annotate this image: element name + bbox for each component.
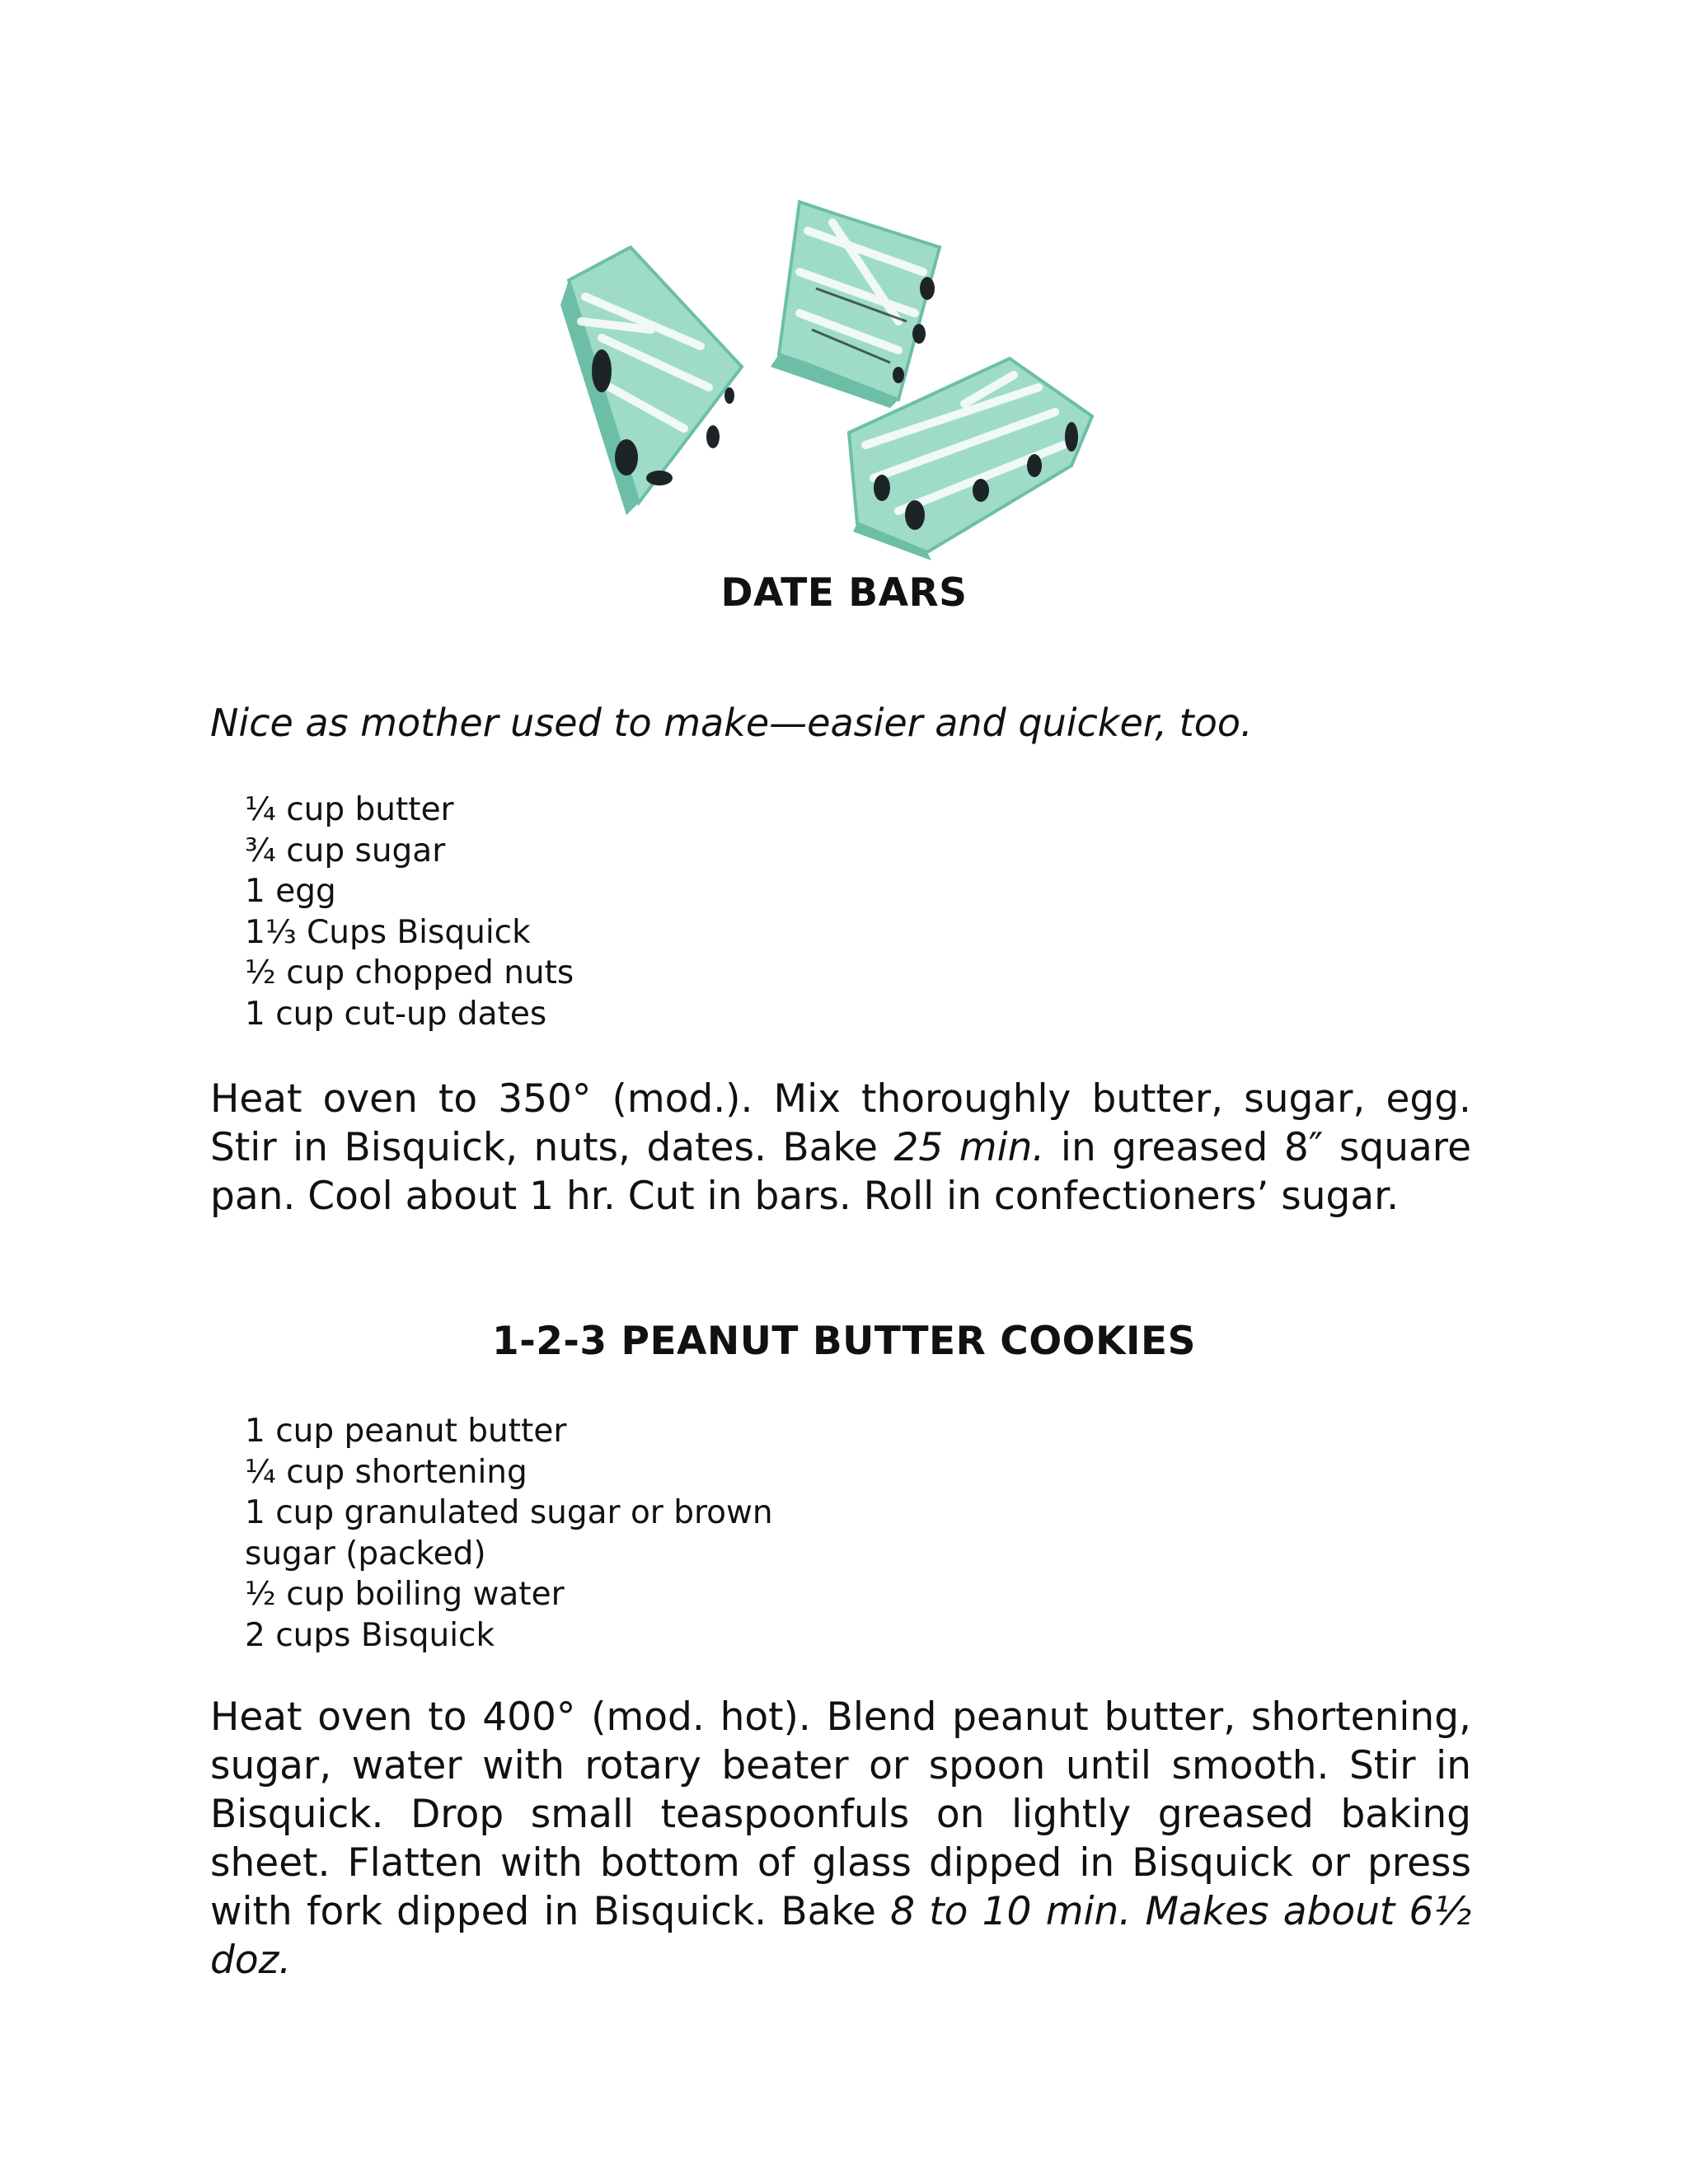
recipe-title-date-bars: DATE BARS bbox=[720, 570, 968, 616]
bake-time: 25 min. bbox=[893, 1125, 1045, 1170]
date-bar-top bbox=[771, 202, 940, 408]
ingredient-item: 2 cups Bisquick bbox=[245, 1616, 495, 1654]
ingredient-item: ¼ cup butter bbox=[245, 791, 454, 828]
ingredient-list-date-bars bbox=[245, 790, 574, 1034]
recipe-title-peanut-butter-cookies: 1-2-3 PEANUT BUTTER COOKIES bbox=[492, 1319, 1196, 1364]
ingredient-item: 1⅓ Cups Bisquick bbox=[245, 913, 531, 951]
ingredient-list-peanut-butter-cookies bbox=[245, 1411, 773, 1656]
ingredient-item: 1 egg bbox=[245, 873, 336, 910]
recipe-tagline: Nice as mother used to make—easier and quicker, too. bbox=[210, 701, 1253, 745]
method-text: Heat oven to 350° (mod.). Mix thoroughly butter, sugar, egg. Stir in Bisquick, nuts, dates. Bake bbox=[210, 1076, 1471, 1170]
method-paragraph-peanut-butter-cookies bbox=[210, 1693, 1471, 1985]
ingredient-item: ¾ cup sugar bbox=[245, 832, 446, 869]
bake-time-yield: 8 to 10 min. Makes about 6½ doz. bbox=[210, 1889, 1471, 1983]
method-paragraph-date-bars bbox=[210, 1075, 1471, 1221]
date-bar-left bbox=[560, 247, 742, 515]
ingredient-item: ¼ cup shortening bbox=[245, 1453, 528, 1491]
ingredient-item: ½ cup boiling water bbox=[245, 1576, 565, 1613]
date-bars-illustration bbox=[552, 198, 1129, 560]
ingredient-item: 1 cup peanut butter bbox=[245, 1413, 567, 1450]
ingredient-item: ½ cup chopped nuts bbox=[245, 954, 574, 991]
method-text: Heat oven to 400° (mod. hot). Blend peanut butter, shortening, sugar, water with rotary beater or spoon until smooth. Stir in Bisquick. Drop small teaspoonfuls on lightly greased baking sheet. Flatten with bottom of glass dipped in Bisquick or press with fork dipped in Bisquick. Bake bbox=[210, 1694, 1471, 1934]
ingredient-item: 1 cup cut-up dates bbox=[245, 995, 547, 1033]
ingredient-item: 1 cup granulated sugar or brown bbox=[245, 1494, 773, 1531]
method-text: in greased 8″ square pan. Cool about 1 hr. Cut in bars. Roll in confectioners’ sugar. bbox=[210, 1125, 1471, 1219]
ingredient-item: sugar (packed) bbox=[245, 1535, 486, 1572]
